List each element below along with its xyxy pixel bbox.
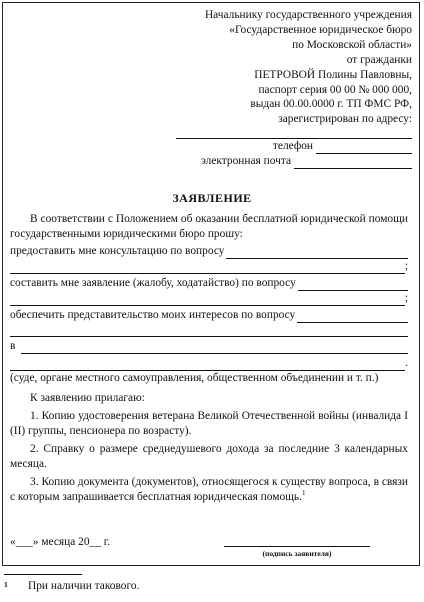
addressee-line: «Государственное юридическое бюро xyxy=(229,23,412,36)
venue-row-2 xyxy=(10,356,408,371)
addressee-line: Начальнику государственного учреждения xyxy=(204,9,412,21)
represent-row-2 xyxy=(10,325,408,337)
footnote xyxy=(4,580,139,592)
passport-line: паспорт серия 00 00 № 000 000, xyxy=(258,83,412,96)
period: . xyxy=(405,357,408,369)
phone-label: телефон xyxy=(272,140,313,153)
complaint-row-2 xyxy=(10,291,408,306)
represent-underline xyxy=(297,311,408,323)
attachment-item xyxy=(10,475,408,505)
semicolon: ; xyxy=(404,292,408,304)
venue-note: (суде, органе местного самоуправления, общественном объединении и т. п.) xyxy=(10,372,379,384)
phone-underline xyxy=(316,142,412,154)
consult-underline-2 xyxy=(10,262,405,274)
attachment-item: 2. Справку о размере среднедушевого дохода за последние 3 календарных месяца. xyxy=(10,443,408,470)
venue-underline-2 xyxy=(10,359,405,371)
applicant-name: ПЕТРОВОЙ Полины Павловны, xyxy=(254,68,412,81)
footnote-mark: 1 xyxy=(301,489,306,498)
addressee-block xyxy=(173,8,412,169)
complaint-row xyxy=(10,276,408,291)
footnote-text: При наличии такового. xyxy=(28,580,140,592)
document-body xyxy=(10,212,408,505)
complaint-underline-2 xyxy=(10,294,405,306)
attachments-intro: К заявлению прилагаю: xyxy=(30,392,145,404)
consult-row-2 xyxy=(10,259,408,274)
attachment-item-text: 3. Копию документа (документов), относящегося к существу вопроса, в связи с которым запрашивается бесплатная юридическая помощь. xyxy=(10,476,408,503)
attachment-item: 1. Копию удостоверения ветерана Великой Отечественной войны (инвалида I (II) группы, пенсионера по возрасту). xyxy=(10,410,408,437)
phone-line xyxy=(173,139,412,154)
consult-label: предоставить мне консультацию по вопросу xyxy=(10,245,225,257)
attachments-list xyxy=(10,391,408,505)
address-underline xyxy=(176,127,412,139)
footnote-number: 1 xyxy=(4,580,8,589)
represent-underline-2 xyxy=(10,325,408,337)
complaint-underline xyxy=(298,279,408,291)
email-underline xyxy=(294,157,412,169)
venue-underline xyxy=(21,342,408,354)
registered-line: зарегистрирован по адресу: xyxy=(278,113,412,126)
signature-row xyxy=(10,536,408,558)
email-label: электронная почта xyxy=(200,155,291,168)
from-line: от гражданки xyxy=(346,53,412,66)
intro-paragraph: В соответствии с Положением об оказании бесплатной юридической помощи государственными юридическими бюро прошу: xyxy=(10,213,408,240)
footnote-separator xyxy=(4,574,82,575)
addressee-line: по Московской области» xyxy=(292,38,412,51)
consult-underline xyxy=(226,247,408,259)
issued-line: выдан 00.00.0000 г. ТП ФМС РФ, xyxy=(250,98,412,111)
complaint-label: составить мне заявление (жалобу, ходатайство) по вопросу xyxy=(10,277,296,289)
address-blank-line xyxy=(173,127,412,139)
semicolon: ; xyxy=(404,260,408,272)
document-title: ЗАЯВЛЕНИЕ xyxy=(172,191,252,205)
venue-prep: в xyxy=(10,340,16,352)
signature-caption: (подпись заявителя) xyxy=(262,549,332,558)
venue-row xyxy=(10,339,408,354)
represent-row xyxy=(10,308,408,323)
consult-row xyxy=(10,244,408,259)
email-line xyxy=(173,154,412,169)
date-line: «___» месяца 20__ г. xyxy=(10,536,111,548)
represent-label: обеспечить представительство моих интересов по вопросу xyxy=(10,309,296,321)
signature-line xyxy=(224,546,370,547)
